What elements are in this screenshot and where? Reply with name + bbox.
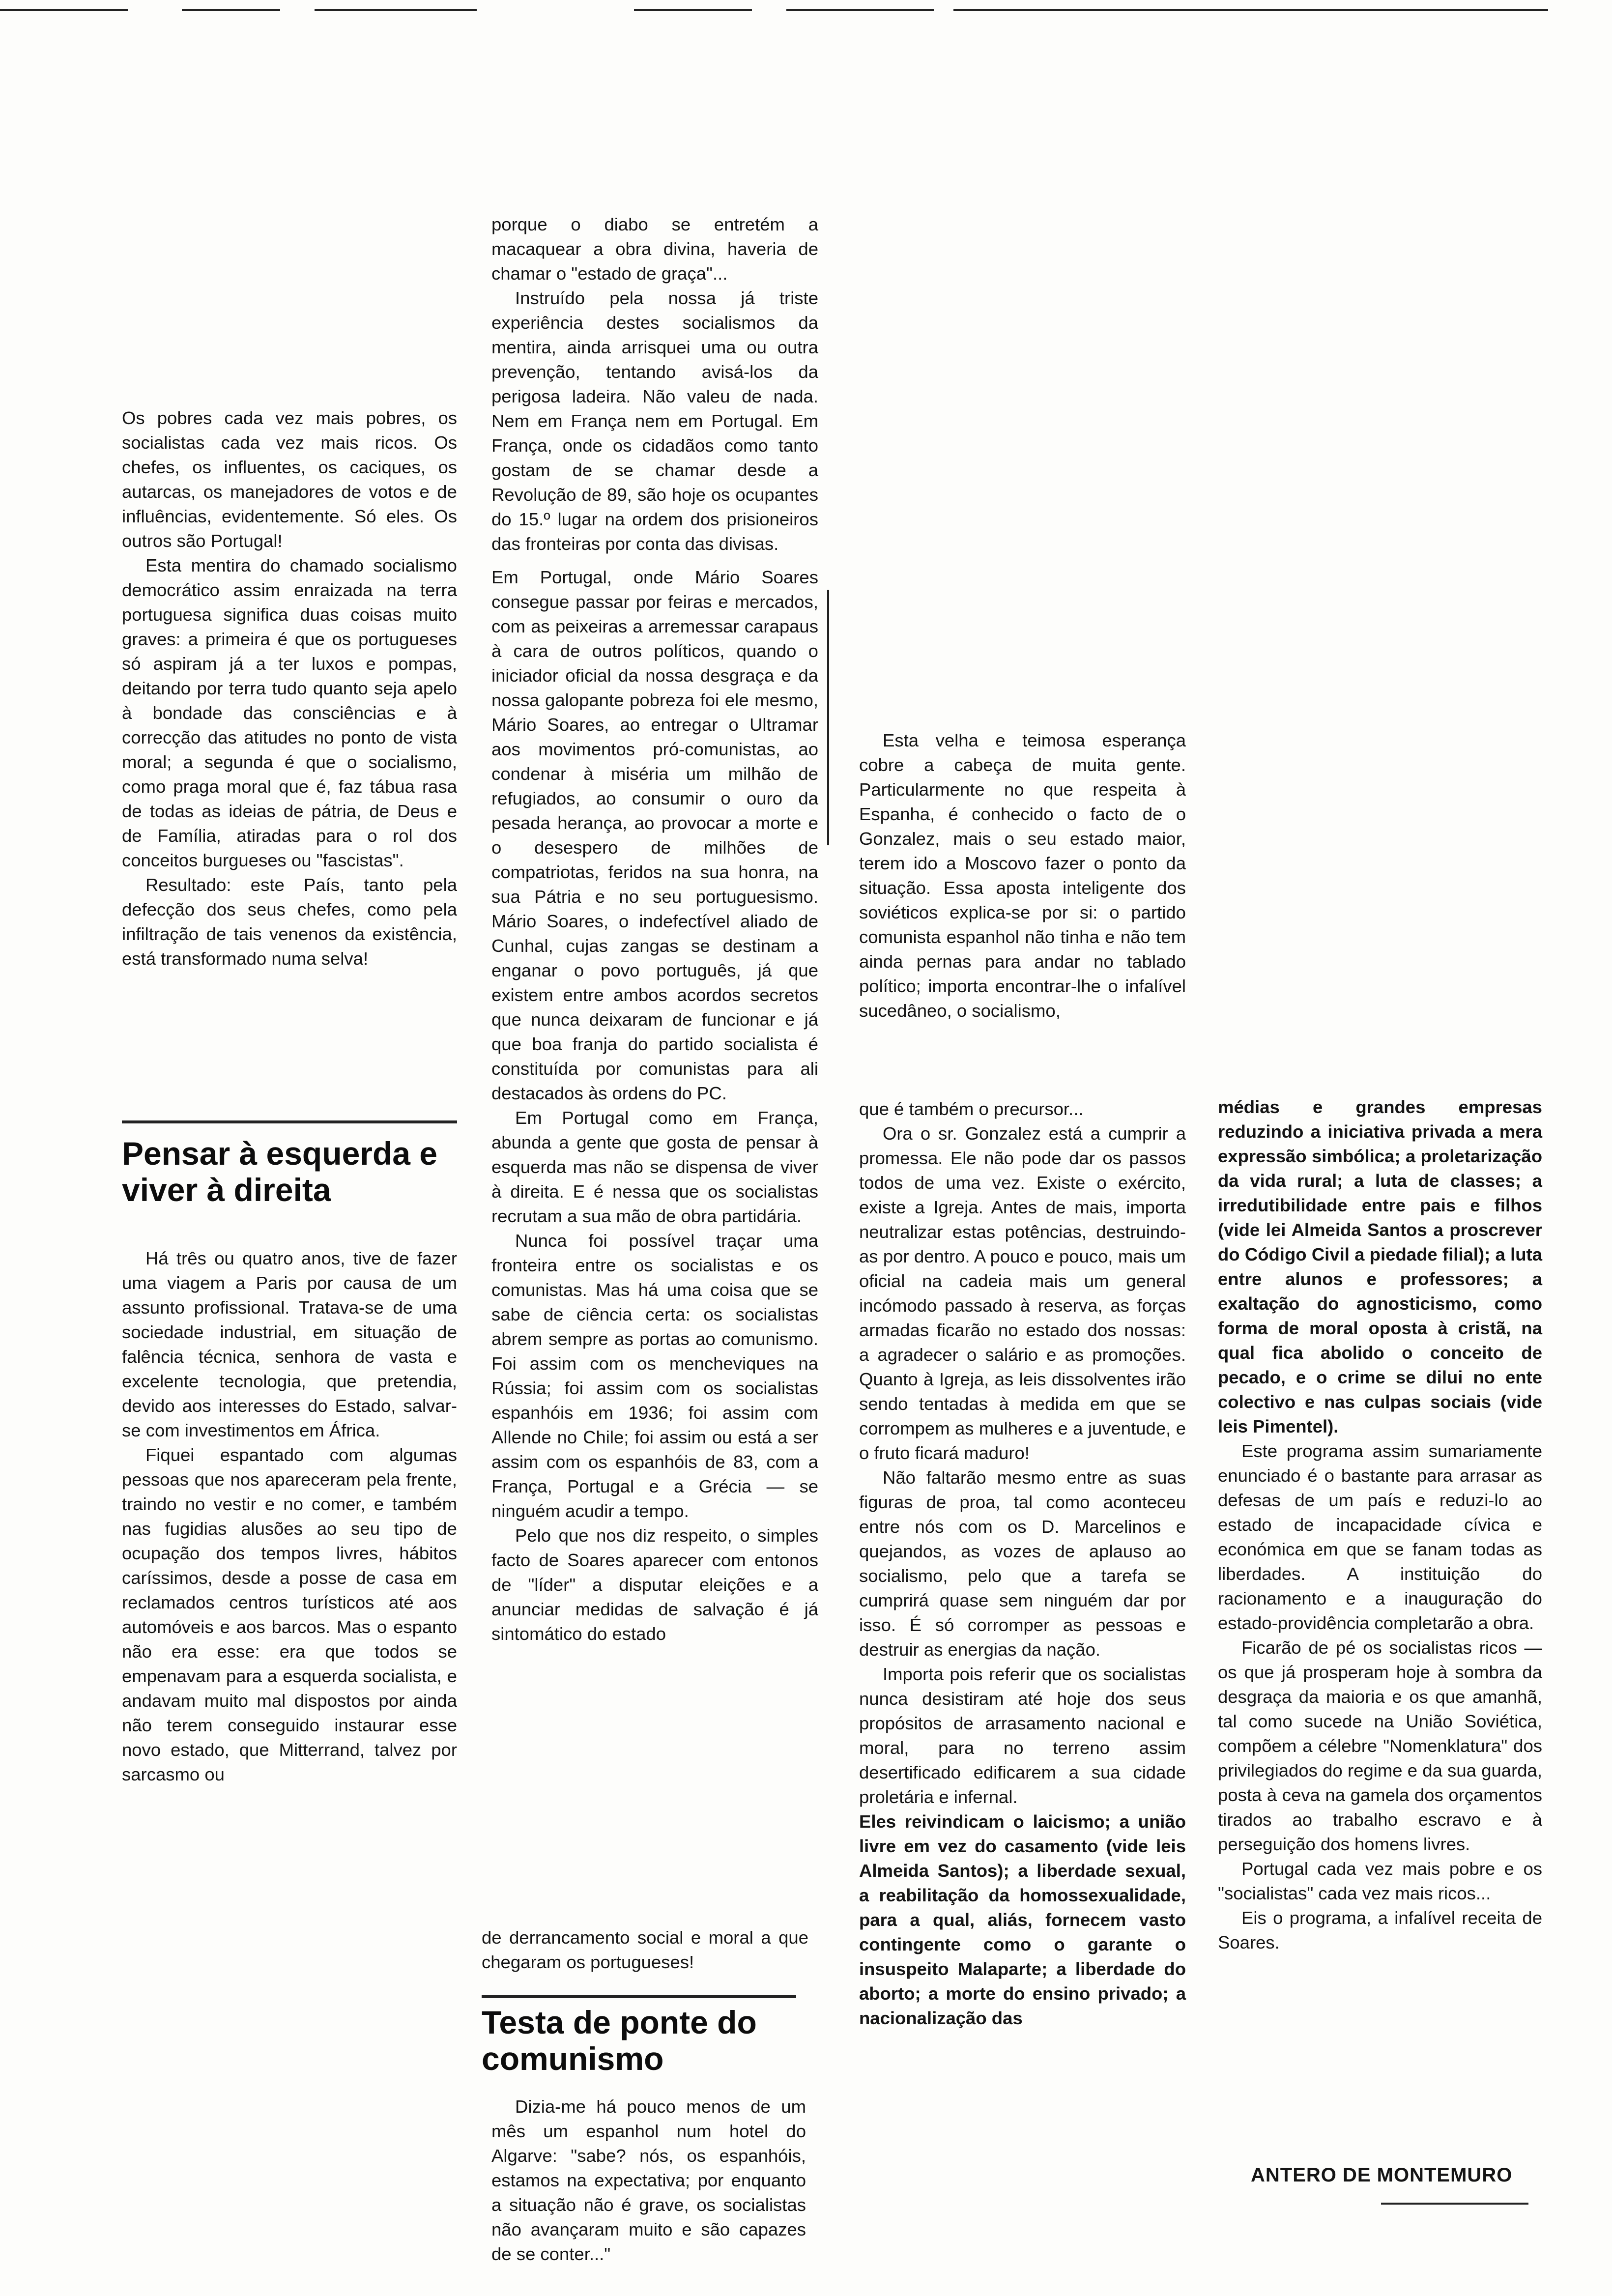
column-2-bridge (482, 1925, 808, 1975)
paragraph: Este programa assim sumariamente enunciado é o bastante para arrasar as defesas de um país e reduzi-lo ao estado de incapacidade cívica e económica em que se fanam todas as liberdades. A instituição do racionamento e a inauguração do estado-providência completarão a obra. (1218, 1441, 1542, 1633)
paragraph: Eis o programa, a infalível receita de Soares. (1218, 1908, 1542, 1952)
paragraph: Em Portugal, onde Mário Soares consegue passar por feiras e mercados, com as peixeiras a arremessar carapaus à cara de outros políticos, quando o iniciador oficial da nossa desgraça e da nossa galopante pobreza foi ele mesmo, Mário Soares, ao entregar o Ultramar aos movimentos pró-comunistas, ao condenar à miséria um milhão de refugiados, ao consumir o ouro da pesada herança, ao provocar a morte e o desespero de milhões de compatriotas, feridos na sua honra, na sua Pátria e no seu portuguesismo. Mário Soares, o indefectível aliado de Cunhal, cujas zangas se destinam a enganar o povo português, já que existem entre ambos acordos secretos que nunca deixaram de funcionar e já que boa franja do partido socialista é constituída por comunistas para ali destacados às ordens do PC. (491, 567, 818, 1103)
paragraph: Ora o sr. Gonzalez está a cumprir a promessa. Ele não pode dar os passos todos de uma vez. Existe o exército, existe a Igreja. Antes de mais, importa neutralizar estas potências, destruindo-as por dentro. A pouco e pouco, mais um oficial na cadeia mais um general incómodo passado à reserva, as forças armadas ficarão no estado dos nossas: a agradecer o salário e as promoções. Quanto à Igreja, as leis dissolventes irão sendo tentadas à medida em que se corrompem as mulheres e a juventude, e o fruto ficará maduro! (859, 1123, 1186, 1463)
column-rule (827, 590, 829, 845)
top-rule (0, 9, 128, 11)
section-divider (122, 1120, 457, 1123)
paragraph: Dizia-me há pouco menos de um mês um espanhol num hotel do Algarve: "sabe? nós, os espanhóis, estamos na expectativa; por enquanto a situação não é grave, os socialistas não avançaram muito e são capazes de se conter..." (491, 2096, 806, 2264)
section-heading: Testa de ponte do comunismo (482, 2004, 757, 2077)
paragraph: Esta mentira do chamado socialismo democrático assim enraizada na terra portuguesa significa duas coisas muito graves: a primeira é que os portugueses só aspiram já a ter luxos e pompas, deitando por terra tudo quanto seja apelo à bondade das consciências e à correcção das atitudes no ponto de vista moral; a segunda é que o socialismo, como praga moral que é, faz tábua rasa de todas as ideias de pátria, de Deus e de Família, atiradas para o rol dos conceitos burgueses ou "fascistas". (122, 555, 457, 870)
paragraph: Em Portugal como em França, abunda a gente que gosta de pensar à esquerda mas não se dispensa de viver à direita. E é nessa que os socialistas recrutam a sua mão de obra partidária. (491, 1108, 818, 1226)
paragraph: Há três ou quatro anos, tive de fazer uma viagem a Paris por causa de um assunto profissional. Tratava-se de uma sociedade industrial, em situação de falência técnica, senhora de vasta e excelente tecnologia, que pretendia, devido aos interesses do Estado, salvar-se com investimentos em África. (122, 1248, 457, 1440)
column-1-upper (122, 406, 457, 971)
paragraph: Importa pois referir que os socialistas nunca desistiram até hoje dos seus propósitos de arrasamento nacional e moral, para no terreno assim desertificado edificarem a sua cidade proletária e infernal. (859, 1664, 1186, 1807)
paragraph: Ficarão de pé os socialistas ricos — os que já prosperam hoje à sombra da desgraça da maioria e os que amanhã, tal como sucede na União Soviética, compõem a célebre "Nomenklatura" dos privilegiados do regime e da sua guarda, posta à ceva na gamela dos orçamentos tirados ao trabalho escravo e à perseguição dos homens livres. (1218, 1637, 1542, 1854)
column-3-upper (859, 728, 1186, 1023)
top-rule (634, 9, 752, 11)
column-3-lower (859, 1097, 1186, 2031)
column-2-upper (491, 212, 818, 1646)
paragraph: Os pobres cada vez mais pobres, os socialistas cada vez mais ricos. Os chefes, os influentes, os caciques, os autarcas, os manejadores de votos e de influências, evidentemente. Só eles. Os outros são Portugal! (122, 408, 457, 551)
paragraph: Pelo que nos diz respeito, o simples facto de Soares aparecer com entonos de "líder" a disputar eleições e a anunciar medidas de salvação é já sintomático do estado (491, 1525, 818, 1644)
signature-rule (1381, 2203, 1528, 2205)
top-rule (953, 9, 1548, 11)
section-heading: Pensar à esquerda e viver à direita (122, 1135, 438, 1208)
column-2-lower (491, 2095, 806, 2267)
top-rule (315, 9, 477, 11)
paragraph: Instruído pela nossa já triste experiência destes socialismos da mentira, ainda arrisquei uma ou outra prevenção, tentando avisá-los da perigosa ladeira. Não valeu de nada. Nem em França nem em Portugal. Em França, onde os cidadãos como tanto gostam de se chamar desde a Revolução de 89, são hoje os ocupantes do 15.º lugar na ordem dos prisioneiros das fronteiras por conta das divisas. (491, 288, 818, 554)
paragraph: Não faltarão mesmo entre as suas figuras de proa, tal como aconteceu entre nós com os D. Marcelinos e quejandos, as vozes de aplauso ao socialismo, pelo que a tarefa se cumprirá quase sem ninguém dar por isso. É só corromper as pessoas e destruir as energias da nação. (859, 1467, 1186, 1660)
paragraph: de derrancamento social e moral a que chegaram os portugueses! (482, 1927, 808, 1972)
paragraph: que é também o precursor... (859, 1099, 1084, 1119)
top-rule (182, 9, 280, 11)
paragraph-bold: médias e grandes empresas reduzindo a iniciativa privada a mera expressão simbólica; a proletarização da vida rural; a luta de classes; a irredutibilidade entre pais e filhos (vide lei Almeida Santos a proscrever do Código Civil a piedade filial); a luta entre alunos e professores; a exaltação do agnosticismo, como forma de moral oposta à cristã, na qual fica abolido o conceito de pecado, e o crime se dilui no ente colectivo e nas culpas sociais (vide leis Pimentel). (1218, 1097, 1542, 1436)
paragraph: Nunca foi possível traçar uma fronteira entre os socialistas e os comunistas. Mas há uma coisa que se sabe de ciência certa: os socialistas abrem sempre as portas ao comunismo. Foi assim com os mencheviques na Rússia; foi assim com os socialistas espanhóis em 1936; foi assim com Allende no Chile; foi assim ou está a ser assim com os espanhóis de 83, com a França, Portugal e a Grécia — se ninguém acudir a tempo. (491, 1231, 818, 1521)
paragraph-bold: Eles reivindicam o laicismo; a união livre em vez do casamento (vide leis Almeida Santos); a liberdade sexual, a reabilitação da homossexualidade, para a qual, aliás, fornecem vasto contingente como o garante o insuspeito Malaparte; a liberdade do aborto; a morte do ensino privado; a nacionalização das (859, 1811, 1186, 2028)
paragraph: Resultado: este País, tanto pela defecção dos seus chefes, como pela infiltração de tais venenos da existência, está transformado numa selva! (122, 875, 457, 969)
column-1-lower (122, 1246, 457, 1787)
paragraph: Portugal cada vez mais pobre e os "socialistas" cada vez mais ricos... (1218, 1859, 1542, 1903)
paragraph: Fiquei espantado com algumas pessoas que nos apareceram pela frente, traindo no vestir e no comer, e também nas fugidias alusões ao seu tipo de ocupação dos tempos livres, hábitos caríssimos, desde a posse de casa em reclamados centros turísticos até aos automóveis e aos barcos. Mas o espanto não era esse: era que todos se empenavam para a esquerda socialista, e andavam muito mal dispostos por ainda não terem conseguido instaurar esse novo estado, que Mitterrand, talvez por sarcasmo ou (122, 1445, 457, 1784)
author-signature: ANTERO DE MONTEMURO (1251, 2164, 1513, 2186)
paragraph: Esta velha e teimosa esperança cobre a cabeça de muita gente. Particularmente no que respeita à Espanha, é conhecido o facto de o Gonzalez, mais o seu estado maior, terem ido a Moscovo fazer o ponto da situação. Essa aposta inteligente dos soviéticos explica-se por si: o partido comunista espanhol não tinha e não tem ainda pernas para andar no tablado político; importa encontrar-lhe o infalível sucedâneo, o socialismo, (859, 730, 1186, 1021)
top-rule (786, 9, 934, 11)
paragraph: porque o diabo se entretém a macaquear a obra divina, haveria de chamar o "estado de graça"... (491, 214, 818, 284)
section-divider (482, 1995, 796, 1998)
column-4 (1218, 1095, 1542, 1955)
